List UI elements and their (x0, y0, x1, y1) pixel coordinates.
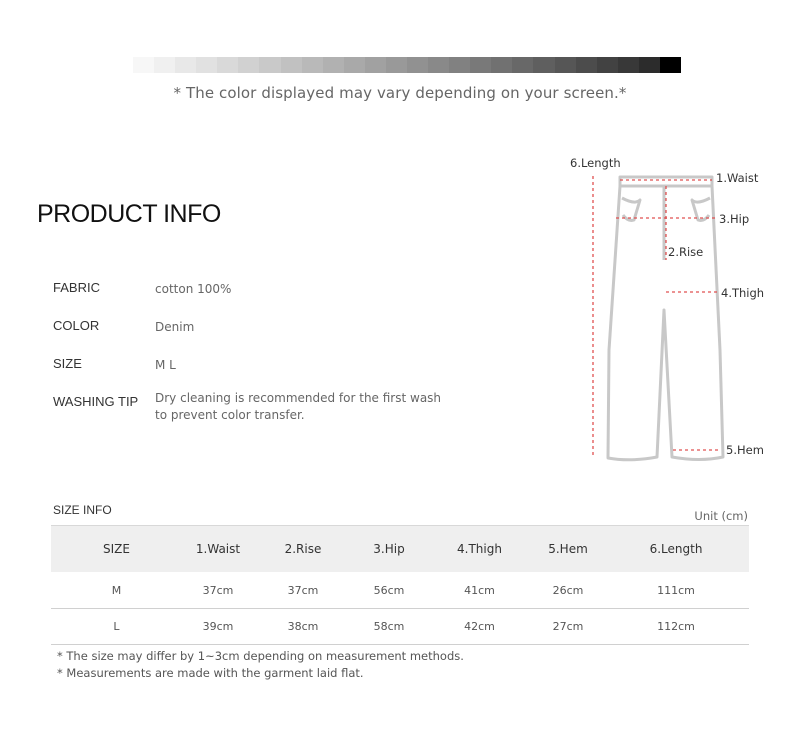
rise-label: 2.Rise (668, 245, 704, 259)
header-size: SIZE (51, 526, 182, 573)
table-cell: 111cm (603, 572, 749, 609)
gray-swatch (259, 57, 280, 73)
hip-label: 3.Hip (719, 212, 750, 226)
gray-swatch (281, 57, 302, 73)
gray-swatch (154, 57, 175, 73)
gray-swatch (470, 57, 491, 73)
table-cell: 42cm (426, 609, 533, 645)
gray-swatch (302, 57, 323, 73)
unit-label: Unit (cm) (694, 509, 748, 523)
header-rise: 2.Rise (254, 526, 352, 573)
gray-swatch (660, 57, 681, 73)
gray-swatch (365, 57, 386, 73)
table-cell: M (51, 572, 182, 609)
waist-label: 1.Waist (716, 171, 759, 185)
color-disclaimer: * The color displayed may vary depending on your screen.* (173, 84, 627, 102)
gray-swatch (533, 57, 554, 73)
table-cell: 26cm (533, 572, 603, 609)
table-cell: 37cm (254, 572, 352, 609)
thigh-label: 4.Thigh (721, 286, 765, 300)
hem-label: 5.Hem (726, 443, 764, 457)
gray-swatch (344, 57, 365, 73)
color-label: COLOR (53, 318, 100, 333)
table-cell: 39cm (182, 609, 254, 645)
gray-swatch (217, 57, 238, 73)
table-cell: 58cm (352, 609, 426, 645)
fabric-value: cotton 100% (155, 282, 232, 296)
size-label: SIZE (53, 356, 82, 371)
footnote-measurement-method: * The size may differ by 1~3cm depending on measurement methods. (57, 649, 464, 663)
gray-swatch (428, 57, 449, 73)
gray-swatch (555, 57, 576, 73)
header-length: 6.Length (603, 526, 749, 573)
fabric-label: FABRIC (53, 280, 100, 295)
gray-swatch (618, 57, 639, 73)
gray-swatch (639, 57, 660, 73)
washing-tip-value: Dry cleaning is recommended for the first wash to prevent color transfer. (155, 391, 442, 422)
gray-swatch (597, 57, 618, 73)
table-cell: 27cm (533, 609, 603, 645)
gray-swatch (407, 57, 428, 73)
gray-swatch (491, 57, 512, 73)
gray-swatch (323, 57, 344, 73)
gray-swatch (386, 57, 407, 73)
table-cell: 41cm (426, 572, 533, 609)
size-info-title: SIZE INFO (53, 503, 112, 517)
table-cell: 38cm (254, 609, 352, 645)
table-cell: 56cm (352, 572, 426, 609)
gray-swatch (196, 57, 217, 73)
table-row (51, 609, 749, 645)
gray-swatch (238, 57, 259, 73)
gray-swatch (576, 57, 597, 73)
table-header-row (51, 526, 749, 573)
header-thigh: 4.Thigh (426, 526, 533, 573)
table-cell: 37cm (182, 572, 254, 609)
table-cell: 112cm (603, 609, 749, 645)
washing-tip-label: WASHING TIP (53, 394, 139, 409)
gray-swatch (133, 57, 154, 73)
gray-swatch (512, 57, 533, 73)
header-hip: 3.Hip (352, 526, 426, 573)
table-row (51, 572, 749, 609)
size-value: M L (155, 358, 176, 372)
gray-swatch (175, 57, 196, 73)
measurement-diagram (560, 150, 800, 470)
header-hem: 5.Hem (533, 526, 603, 573)
footnote-laid-flat: * Measurements are made with the garment laid flat. (57, 666, 364, 680)
page-title: PRODUCT INFO (37, 200, 221, 228)
gray-swatch (449, 57, 470, 73)
header-waist: 1.Waist (182, 526, 254, 573)
table-cell: L (51, 609, 182, 645)
grayscale-strip (133, 57, 681, 73)
size-table (51, 525, 749, 645)
pants-illustration (560, 150, 800, 470)
length-label: 6.Length (570, 156, 621, 170)
color-value: Denim (155, 320, 195, 334)
